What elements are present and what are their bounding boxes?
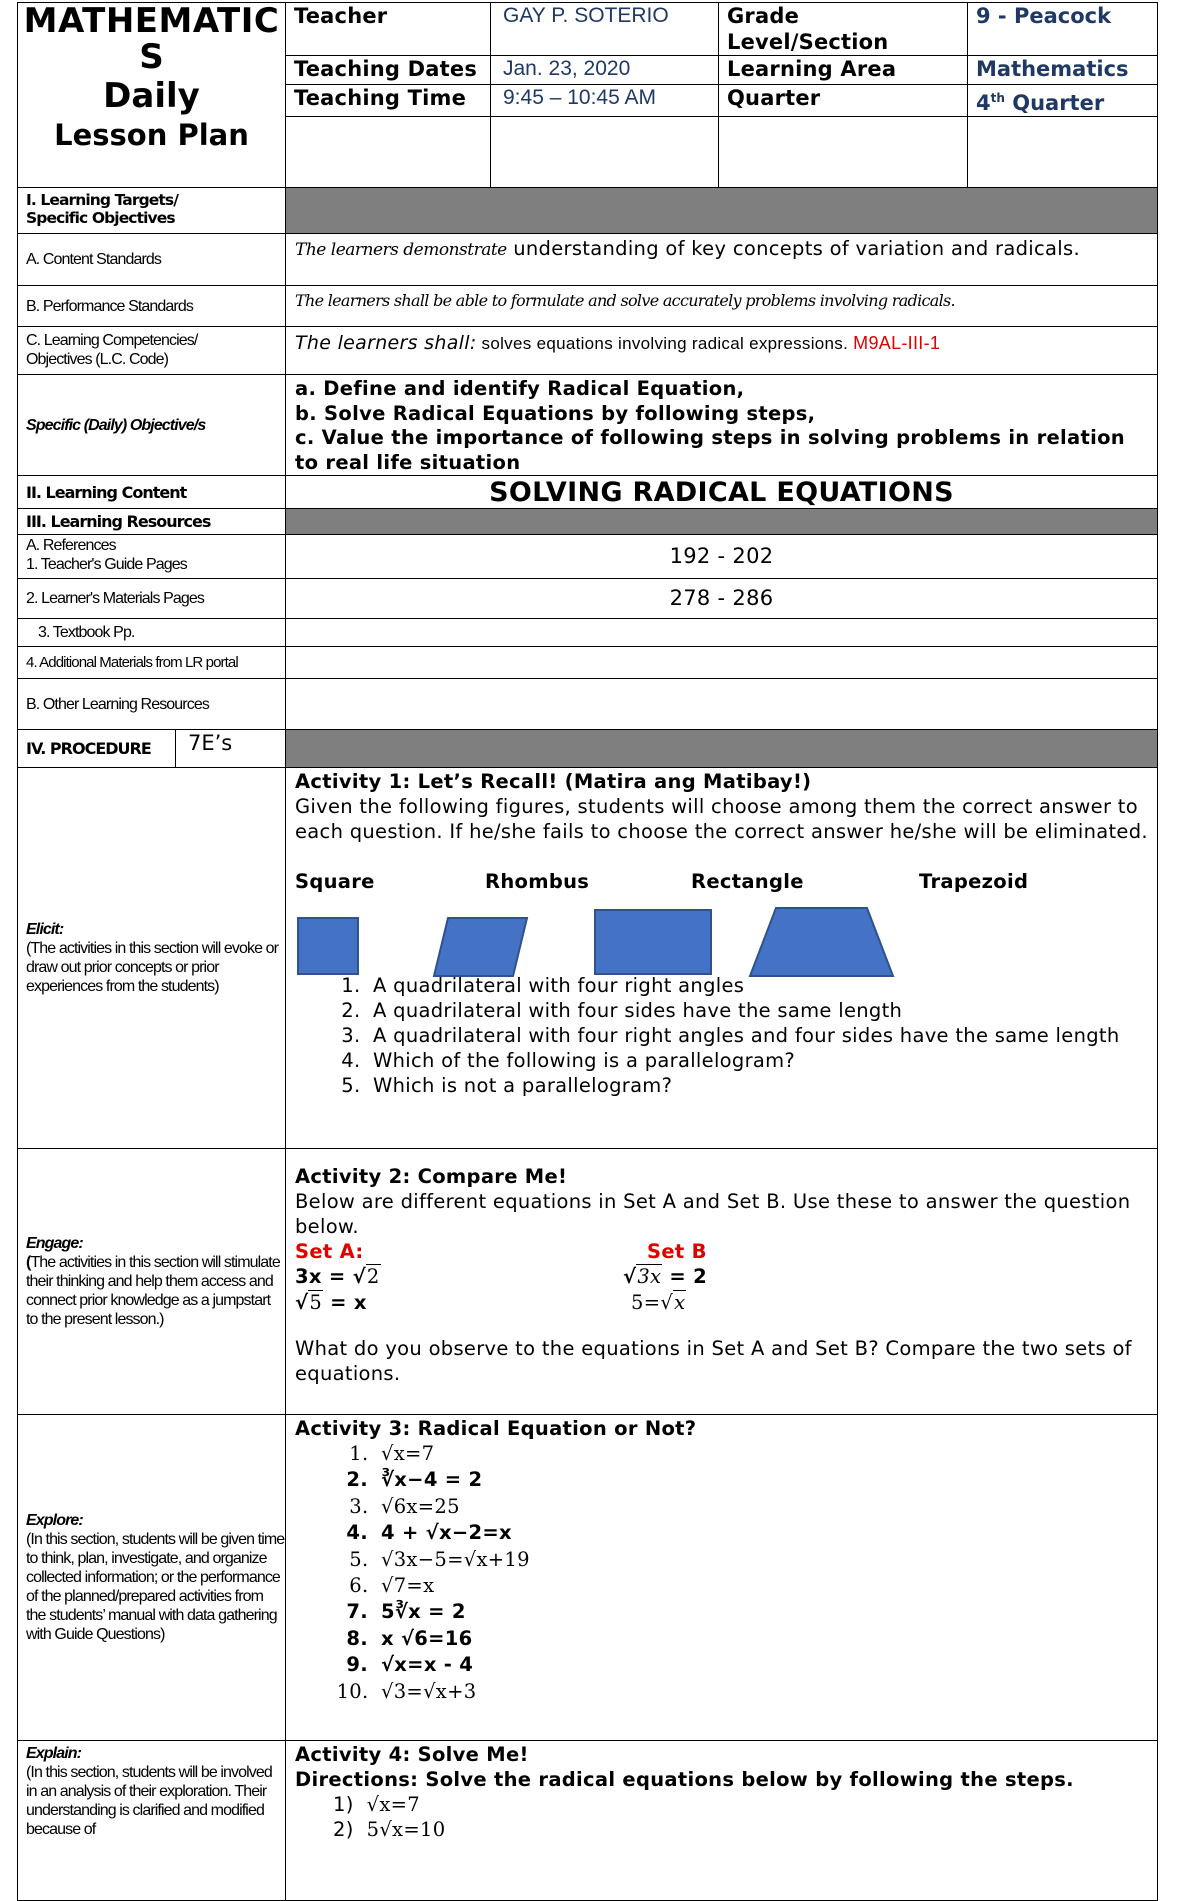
set-a-label: Set A: (295, 1240, 364, 1263)
blank-cell (719, 117, 968, 188)
equation-item: 8. x √6=16 (375, 1626, 1151, 1652)
engage-content (286, 1149, 1158, 1415)
equation-item: 2. ∛x−4 = 2 (375, 1467, 1151, 1493)
quarter-label: Quarter (719, 85, 968, 117)
set-b-label: Set B (647, 1240, 707, 1263)
learning-resources-label: III. Learning Resources (18, 509, 286, 535)
question-item: 5. Which is not a parallelogram? (367, 1073, 1151, 1098)
learning-content-label: II. Learning Content (18, 476, 286, 509)
gray-band (286, 730, 1158, 768)
grade-label: Grade Level/Section (719, 3, 968, 56)
label-square: Square (295, 870, 375, 893)
shapes-figure (295, 904, 1155, 982)
engage-label-cell (18, 1149, 286, 1415)
time-label: Teaching Time (286, 85, 491, 117)
title-line-4: Lesson Plan (54, 118, 249, 152)
title-line-2: S (139, 37, 164, 77)
competencies-text: The learners shall: solves equations involving radical expressions. M9AL-III-1 (286, 327, 1158, 375)
activity-3-items (295, 1441, 1151, 1705)
elicit-desc: (The activities in this section will evoke or draw out prior concepts or prior experiences from the students) (26, 940, 279, 995)
explore-desc: (In this section, students will be given time to think, plan, investigate, and organize collected information; or the performance of the planned/prepared activities from the students’ manual with data gathering with Guide Questions) (26, 1531, 285, 1643)
explain-content (286, 1741, 1158, 1901)
activity-2-question: What do you observe to the equations in Set A and Set B? Compare the two sets of equations. (295, 1337, 1132, 1385)
elicit-content (286, 768, 1158, 1149)
rectangle-shape (595, 910, 711, 974)
area-label: Learning Area (719, 56, 968, 85)
explain-label-cell (18, 1741, 286, 1901)
equation-item: 3. √6x=25 (375, 1494, 1151, 1520)
time-value: 9:45 – 10:45 AM (491, 85, 719, 117)
activity-3-title: Activity 3: Radical Equation or Not? (295, 1417, 697, 1440)
equation-item: 4. 4 + √x−2=x (375, 1520, 1151, 1546)
activity-2-intro: Below are different equations in Set A and Set B. Use these to answer the question below. (295, 1190, 1131, 1238)
gray-band (286, 188, 1158, 234)
area-value: Mathematics (968, 56, 1158, 85)
lm-pages-label: 2. Learner's Materials Pages (18, 579, 286, 619)
elicit-label: Elicit: (26, 921, 64, 938)
title-line-3: Daily (103, 76, 200, 116)
blank-cell (286, 117, 491, 188)
content-standards-text: The learners demonstrate understanding of key concepts of variation and radicals. (286, 234, 1158, 286)
procedure-label: IV. PROCEDURE (18, 730, 176, 768)
explore-label-cell (18, 1415, 286, 1741)
objective-a: a. Define and identify Radical Equation, (295, 377, 745, 400)
dates-value: Jan. 23, 2020 (491, 56, 719, 85)
textbook-value (286, 619, 1158, 647)
performance-standards-label: B. Performance Standards (18, 286, 286, 327)
activity-1-title: Activity 1: Let’s Recall! (Matira ang Matibay!) (295, 770, 812, 793)
other-resources-value (286, 679, 1158, 730)
equation-item: 7. 5∛x = 2 (375, 1599, 1151, 1625)
equation-item: 1. √x=7 (375, 1441, 1151, 1467)
activity-1-intro: Given the following figures, students will choose among them the correct answer to each question. If he/she fails to choose the correct answer he/she will be eliminated. (295, 795, 1148, 843)
set-b-eq-1: √3x = 2 (623, 1265, 708, 1288)
engage-desc: (The activities in this section will stimulate their thinking and help them access and connect prior knowledge as a jumpstart to the present lesson.) (26, 1254, 280, 1328)
label-rhombus: Rhombus (485, 870, 590, 893)
activity-2-title: Activity 2: Compare Me! (295, 1165, 568, 1188)
set-a-eq-2: √5 = x (295, 1291, 367, 1314)
performance-standards-text: The learners shall be able to formulate and solve accurately problems involving radicals. (286, 286, 1158, 327)
elicit-label-cell (18, 768, 286, 1149)
blank-cell (491, 117, 719, 188)
dates-label: Teaching Dates (286, 56, 491, 85)
competencies-label: C. Learning Competencies/ Objectives (L.C. Code) (18, 327, 286, 375)
equation-item: 6. √7=x (375, 1573, 1151, 1599)
equation-item: 10. √3=√x+3 (375, 1679, 1151, 1705)
daily-objectives-text (286, 375, 1158, 476)
objective-c: c. Value the importance of following steps in solving problems in relation to real life situation (295, 426, 1125, 474)
quarter-value: 4th Quarter (968, 85, 1158, 117)
textbook-label: 3. Textbook Pp. (18, 619, 286, 647)
activity-4-item-2: 2) 5√x=10 (333, 1818, 446, 1841)
additional-materials-value (286, 647, 1158, 679)
question-item: 2. A quadrilateral with four sides have the same length (367, 998, 1151, 1023)
additional-materials-label: 4. Additional Materials from LR portal (18, 647, 286, 679)
set-b-eq-2: 5=√x (631, 1291, 686, 1314)
daily-objectives-label: Specific (Daily) Objective/s (18, 375, 286, 476)
blank-cell (968, 117, 1158, 188)
other-resources-label: B. Other Learning Resources (18, 679, 286, 730)
objectives-section-label: I. Learning Targets/ Specific Objectives (18, 188, 286, 234)
lm-pages-value: 278 - 286 (286, 579, 1158, 619)
question-item: 3. A quadrilateral with four right angles and four sides have the same length (367, 1023, 1151, 1048)
explain-desc: (In this section, students will be involved in an analysis of their exploration. Their understanding is clarified and modified because of (26, 1764, 272, 1838)
seven-es-label: 7E’s (176, 730, 286, 768)
content-standards-label: A. Content Standards (18, 234, 286, 286)
engage-label: Engage: (26, 1235, 83, 1252)
explore-label: Explore: (26, 1512, 83, 1529)
equation-item: 9. √x=x - 4 (375, 1652, 1151, 1678)
trapezoid-shape (750, 908, 893, 976)
label-rectangle: Rectangle (691, 870, 804, 893)
activity-1-questions (295, 973, 1151, 1098)
references-label: A. References 1. Teacher's Guide Pages (18, 535, 286, 579)
activity-4-item-1: 1) √x=7 (333, 1793, 420, 1816)
gray-band (286, 509, 1158, 535)
plan-title (18, 3, 286, 188)
explain-label: Explain: (26, 1745, 82, 1762)
tg-pages-value: 192 - 202 (286, 535, 1158, 579)
equation-item: 5. √3x−5=√x+19 (375, 1547, 1151, 1573)
square-shape (298, 918, 358, 974)
question-item: 1. A quadrilateral with four right angles (367, 973, 1151, 998)
set-a-eq-1: 3x = √2 (295, 1265, 380, 1288)
title-line-1: MATHEMATIC (23, 2, 280, 41)
teacher-value: GAY P. SOTERIO (491, 3, 719, 56)
lesson-title: SOLVING RADICAL EQUATIONS (286, 476, 1158, 509)
activity-4-directions: Directions: Solve the radical equations below by following the steps. (295, 1768, 1074, 1791)
explore-content (286, 1415, 1158, 1741)
label-trapezoid: Trapezoid (919, 870, 1029, 893)
activity-4-title: Activity 4: Solve Me! (295, 1743, 529, 1766)
teacher-label: Teacher (286, 3, 491, 56)
question-item: 4. Which of the following is a parallelogram? (367, 1048, 1151, 1073)
objective-b: b. Solve Radical Equations by following steps, (295, 401, 816, 425)
grade-value: 9 - Peacock (968, 3, 1158, 56)
rhombus-shape (434, 918, 527, 976)
